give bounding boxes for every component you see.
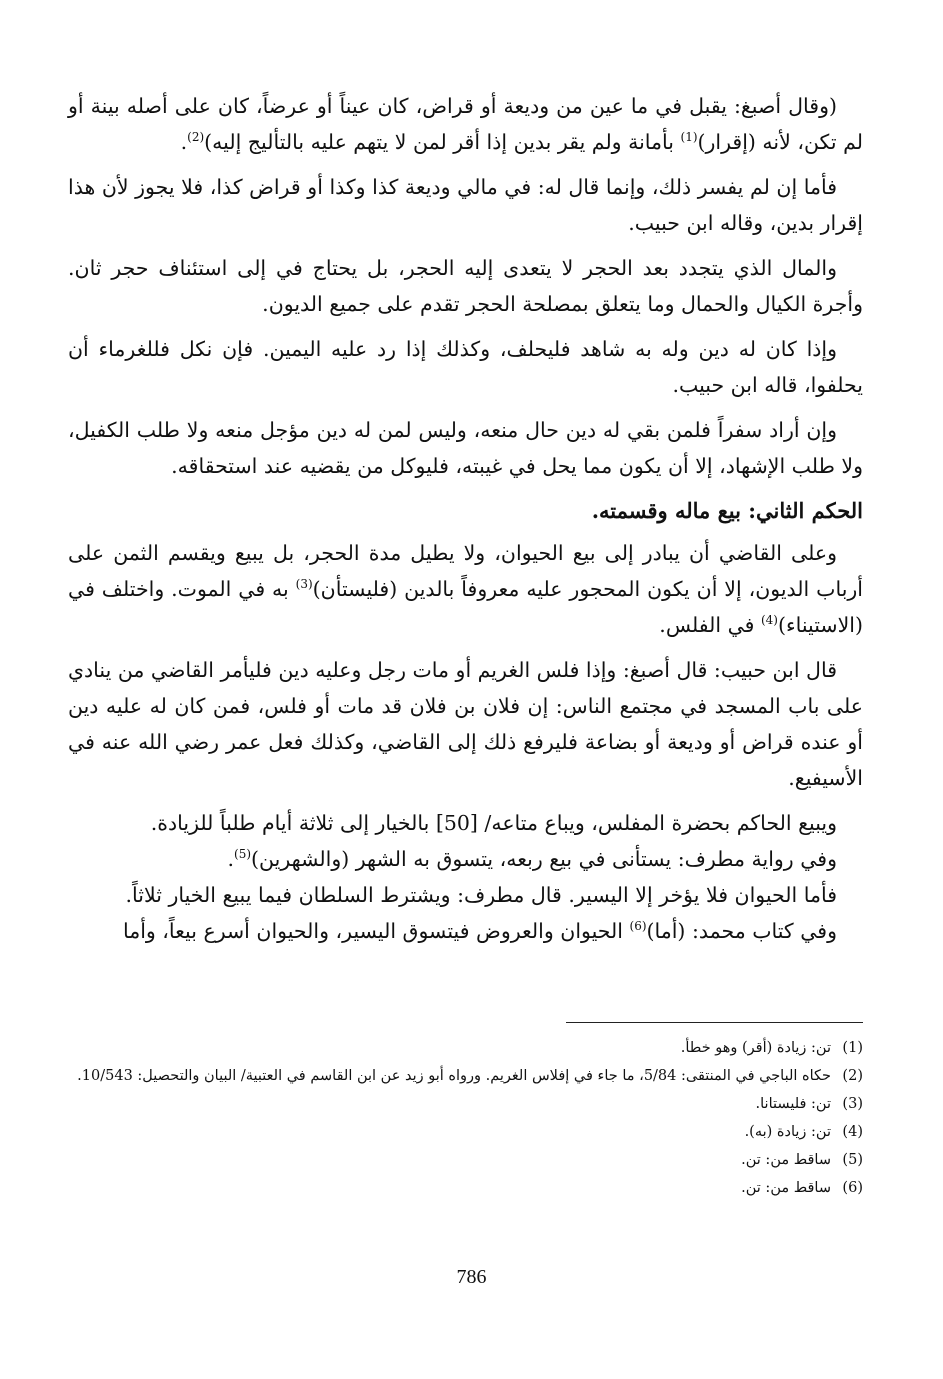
paragraph-10: فأما الحيوان فلا يؤخر إلا اليسير. قال مطرف: ويشترط السلطان فيما يبيع الخيار ثلاثاً. — [125, 883, 837, 907]
footnote-number: (6) — [842, 1180, 863, 1196]
footnotes-list — [68, 1034, 863, 1202]
footnote-text: ساقط من: تن. — [741, 1152, 831, 1168]
footnote-text: تن: فليستانا. — [755, 1096, 831, 1112]
paragraph-2: فأما إن لم يفسر ذلك، وإنما قال له: في مالي وديعة كذا وكذا أو قراض كذا، فلا يجوز لأن هذا إقرار بدين، وقاله ابن حبيب. — [68, 175, 863, 235]
footnote-number: (5) — [842, 1152, 863, 1168]
footnote-item — [68, 1062, 863, 1090]
paragraph-text: (وقال أصبغ: يقبل في ما عين من وديعة أو قراض، كان عيناً أو عرضاً، كان على أصله بينة أو لم تكن، لأنه (إقرار) — [68, 94, 863, 154]
footnote-divider — [566, 1022, 863, 1023]
paragraph-text: وفي رواية مطرف: يستأنى في بيع ربعه، يتسوق به الشهر (والشهرين) — [251, 847, 837, 871]
paragraph-4: وإذا كان له دين وله به شاهد فليحلف، وكذلك إذا رد عليه اليمين. فإن نكل فللغرماء أن يحلفوا، قاله ابن حبيب. — [68, 337, 863, 397]
paragraph-text: بأمانة ولم يقر بدين إذا أقر لمن لا يتهم عليه بالتأليج إليه) — [204, 130, 681, 154]
paragraph-text: وعلى القاضي أن يبادر إلى بيع الحيوان، ولا يطيل مدة الحجر، بل يبيع ويقسم الثمن على أرباب الديون، إلا أن يكون المحجور عليه معروفاً بالدين (فليستأن) — [68, 541, 864, 601]
footnote-number: (3) — [842, 1096, 863, 1112]
main-text — [68, 88, 863, 949]
footnote-number: (2) — [842, 1068, 863, 1084]
paragraph-8: ويبيع الحاكم بحضرة المفلس، ويباع متاعه/ [50] بالخيار إلى ثلاثة أيام طلباً للزيادة. — [150, 811, 837, 835]
paragraph-text: وفي كتاب محمد: (أما) — [646, 919, 837, 943]
paragraph-9 — [68, 841, 863, 877]
paragraph-text: الحيوان والعروض فيتسوق اليسير، والحيوان أسرع بيعاً، وأما — [122, 919, 630, 943]
footnote-text: تن: زيادة (أقر) وهو خطأ. — [680, 1040, 831, 1056]
footnote-ref-6[interactable]: (6) — [629, 919, 647, 934]
footnote-number: (1) — [842, 1040, 863, 1056]
footnote-item — [68, 1146, 863, 1174]
footnote-item — [68, 1034, 863, 1062]
paragraph-3: والمال الذي يتجدد بعد الحجر لا يتعدى إليه الحجر، بل يحتاج في إلى استئناف حجر ثان. وأجرة الكيال والحمال وما يتعلق بمصلحة الحجر تقدم على جميع الديون. — [68, 256, 863, 316]
footnote-ref-2[interactable]: (2) — [187, 130, 205, 145]
paragraph-text: . — [227, 847, 234, 871]
paragraph-text: . — [180, 130, 188, 154]
paragraph-text: في الفلس. — [659, 613, 761, 637]
footnote-text: ساقط من: تن. — [741, 1180, 831, 1196]
paragraph-text: به في الموت. واختلف في (الاستيناء) — [68, 577, 863, 637]
paragraph-5: وإن أراد سفراً فلمن بقي له دين حال منعه، وليس لمن له دين مؤجل منعه ولا طلب الكفيل، ولا طلب الإشهاد، إلا أن يكون مما يحل في غيبته، فليوكل من يقضيه عند استحقاقه. — [68, 418, 863, 478]
footnote-item — [68, 1118, 863, 1146]
footnote-number: (4) — [842, 1124, 863, 1140]
paragraph-6 — [68, 535, 863, 643]
footnote-ref-3[interactable]: (3) — [295, 577, 313, 592]
paragraph-7: قال ابن حبيب: قال أصبغ: وإذا فلس الغريم أو مات رجل وعليه دين فليأمر القاضي من ينادي على باب المسجد في مجتمع الناس: إن فلان بن فلان قد مات أو فلس، فمن كان له عليه دين أو عنده قراض أو وديعة أو بضاعة فليرفع ذلك إلى القاضي، وكذلك فعل عمر رضي الله عنه في الأسيفيع. — [68, 658, 863, 790]
paragraph-11 — [68, 913, 863, 949]
page-number: 786 — [456, 1266, 487, 1288]
paragraph-1 — [68, 88, 863, 160]
footnote-ref-1[interactable]: (1) — [680, 130, 698, 145]
footnote-item — [68, 1174, 863, 1202]
footnote-item — [68, 1090, 863, 1118]
footnote-text: تن: زيادة (به). — [744, 1124, 831, 1140]
section-heading: الحكم الثاني: بيع ماله وقسمته. — [591, 498, 863, 523]
footnote-ref-5[interactable]: (5) — [234, 847, 252, 862]
footnote-text: حكاه الباجي في المنتقى: 5/84، ما جاء في إفلاس الغريم. ورواه أبو زيد عن ابن القاسم في العتبية/ البيان والتحصيل: 10/543. — [77, 1068, 831, 1084]
footnote-ref-4[interactable]: (4) — [760, 613, 778, 628]
